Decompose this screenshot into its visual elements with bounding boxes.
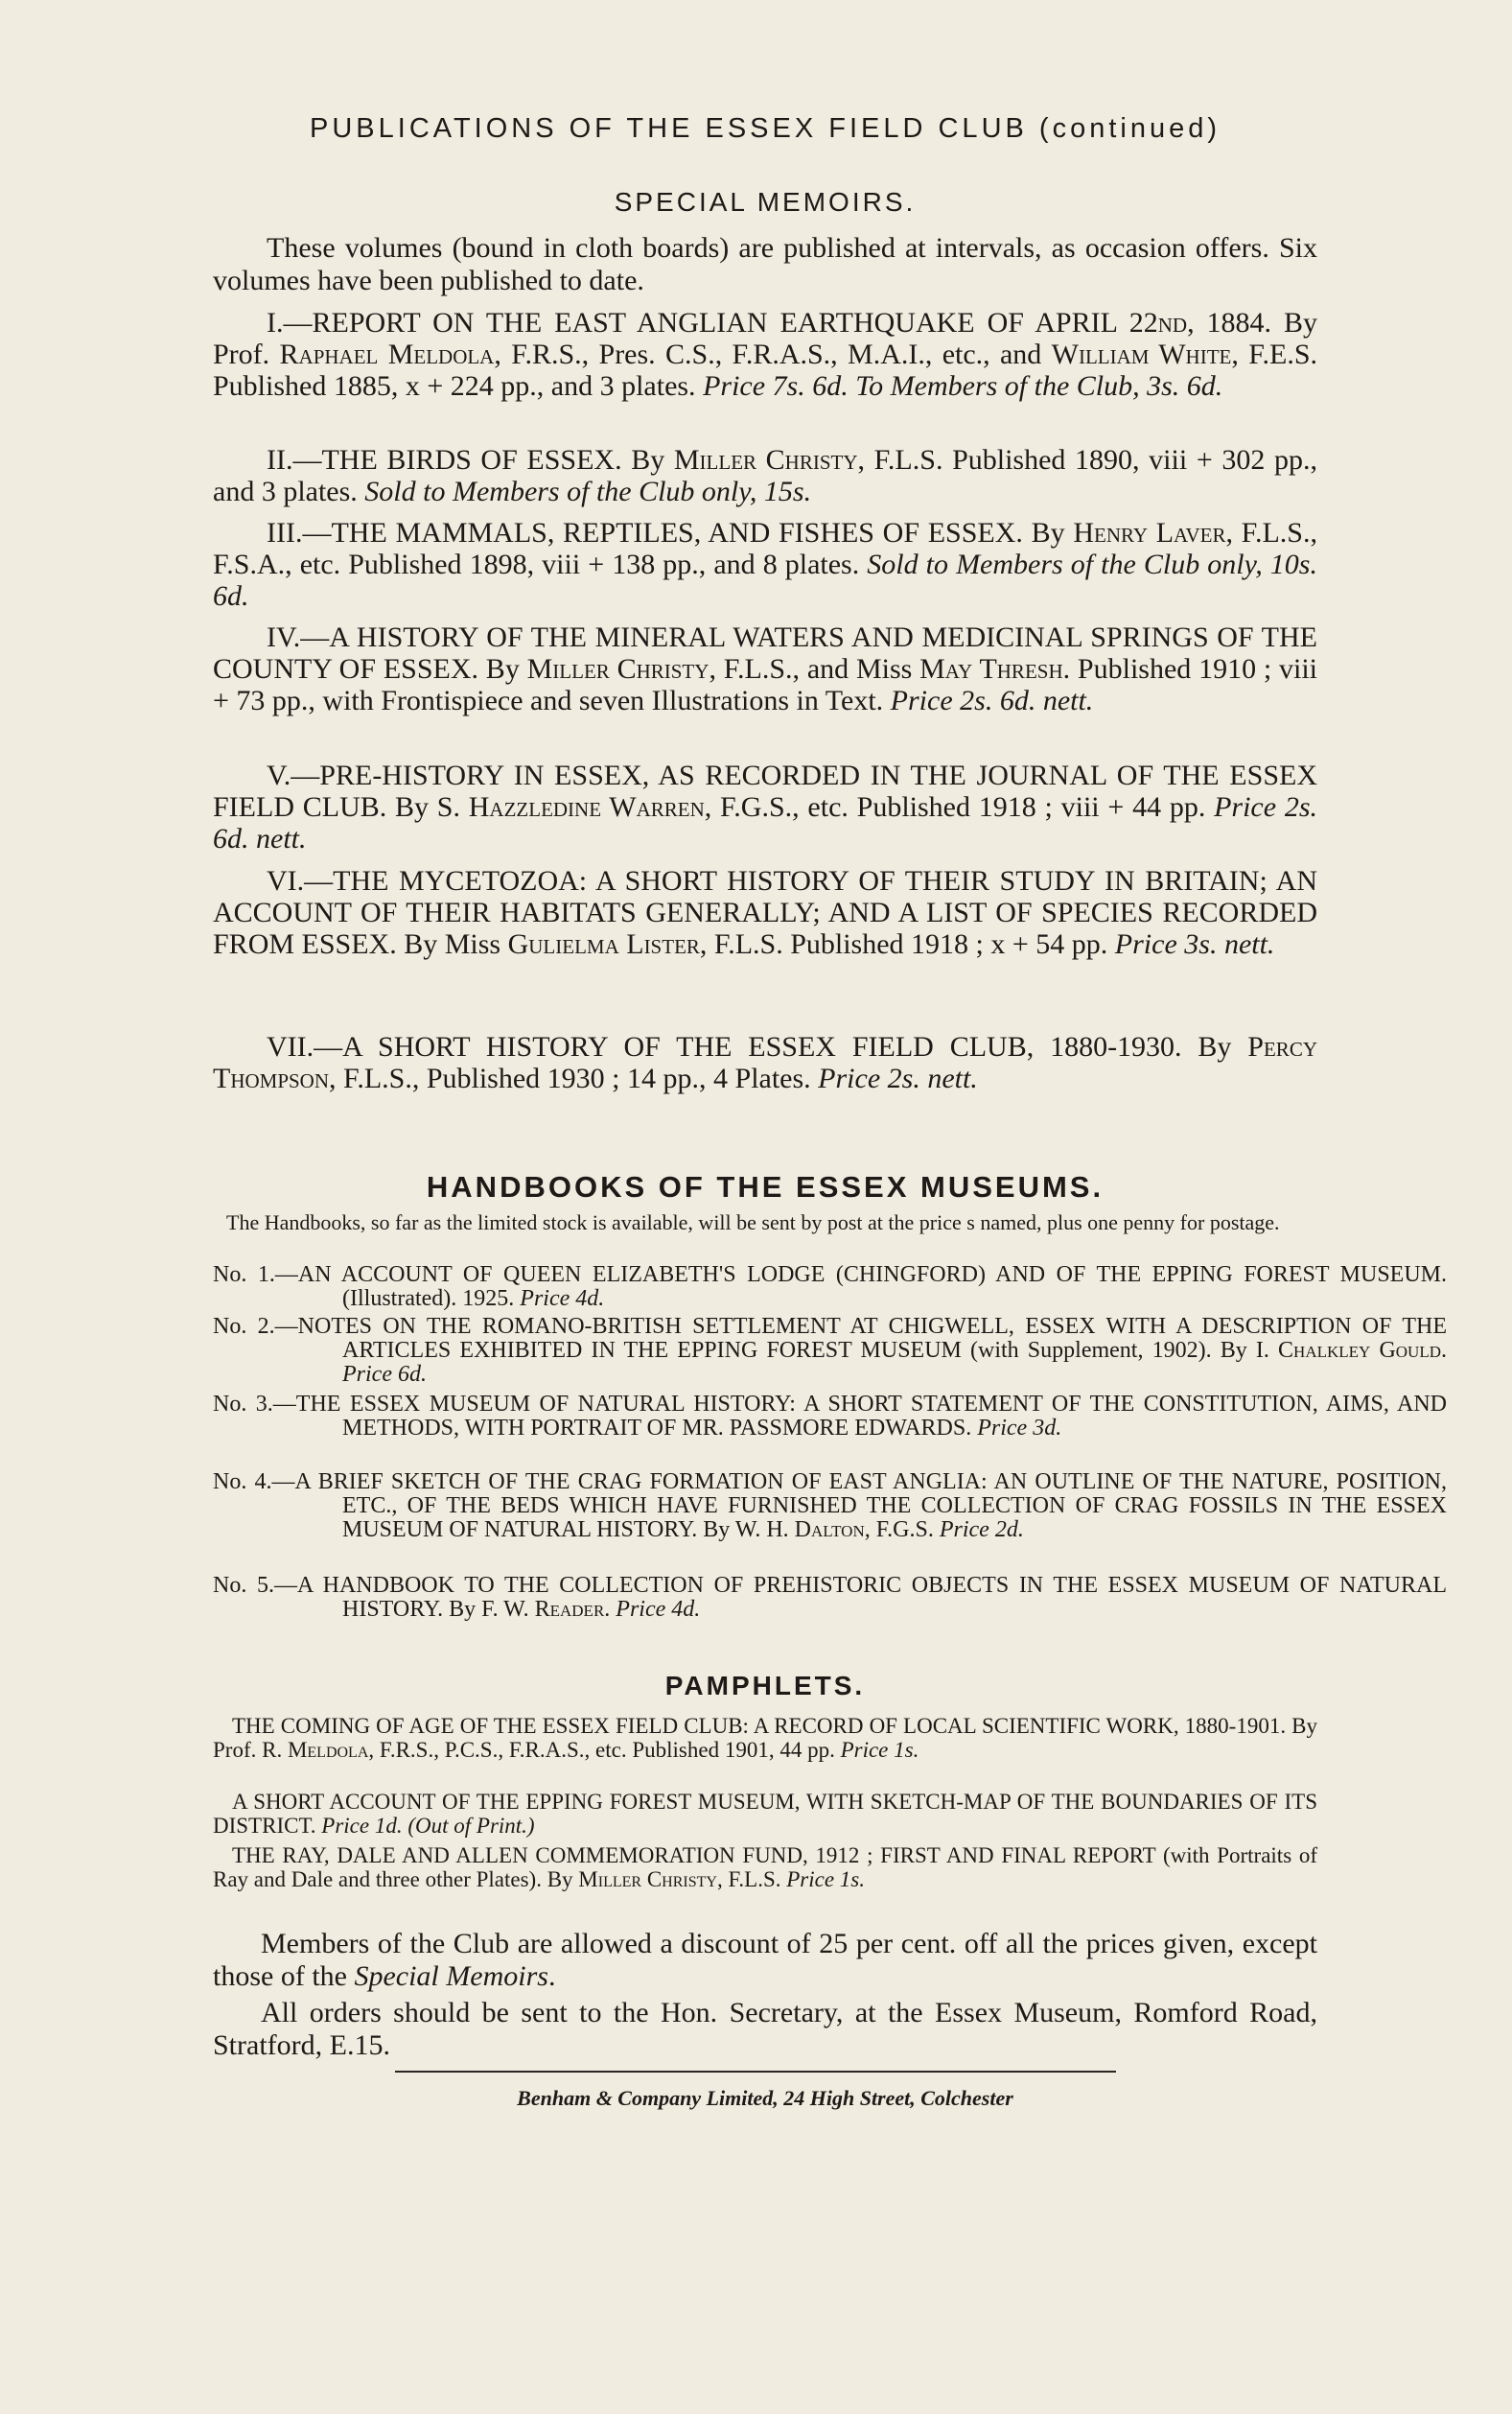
memoir-title: VI.—THE MYCETOZOA: A SHORT HISTORY OF THEIR STUDY IN BRITAIN; AN ACCOUNT OF THEIR HABITATS GENERALLY; AND A LIST OF SPECIES RECORDED FROM ESSEX. By Miss xyxy=(213,865,1317,960)
handbook-text: . xyxy=(604,1597,616,1622)
memoir-item xyxy=(213,444,1317,507)
special-memoirs-title: SPECIAL MEMOIRS. xyxy=(614,187,917,217)
memoir-author: Gulielma Lister xyxy=(507,928,700,960)
orders-note: All orders should be sent to the Hon. Secretary, at the Essex Museum, Romford Road, Stratford, E.15. xyxy=(213,1997,1317,2061)
handbooks-intro: The Handbooks, so far as the limited stock is available, will be sent by post at the price s named, plus one penny for postage. xyxy=(226,1210,1280,1234)
memoir-item xyxy=(213,621,1317,716)
handbooks-title: HANDBOOKS OF THE ESSEX MUSEUMS. xyxy=(426,1170,1105,1204)
memoir-price: Price 3s. nett. xyxy=(1114,928,1275,960)
memoir-author: Miller Christy xyxy=(526,653,709,685)
page-header: PUBLICATIONS OF THE ESSEX FIELD CLUB (continued) xyxy=(310,113,1221,144)
pamphlet-author: Miller Christy xyxy=(578,1867,717,1891)
memoir-price: Price 7s. 6d. To Members of the Club, 3s. 6d. xyxy=(703,370,1223,402)
handbook-item xyxy=(213,1393,1447,1441)
handbook-author: Reader xyxy=(534,1597,605,1622)
memoir-title: III.—THE MAMMALS, REPTILES, AND FISHES OF ESSEX. By xyxy=(267,517,1074,549)
memoir-title: II.—THE BIRDS OF ESSEX. By xyxy=(267,444,674,476)
pamphlet-text: A SHORT ACCOUNT OF THE EPPING FOREST MUSEUM, WITH SKETCH-MAP OF THE BOUNDARIES OF ITS DISTRICT. xyxy=(213,1790,1317,1838)
discount-special-memoirs: Special Memoirs xyxy=(354,1960,548,1992)
handbook-item xyxy=(213,1263,1447,1311)
memoir-text: , F.L.S., and Miss xyxy=(709,653,920,685)
memoir-price: Sold to Members of the Club only, 15s. xyxy=(364,476,812,507)
memoir-text: , F.E.S. Published 1885, x + 224 pp., and 3 plates. xyxy=(213,339,1318,402)
pamphlet-text: THE COMING OF AGE OF THE ESSEX FIELD CLUB: A RECORD OF LOCAL SCIENTIFIC WORK, 1880-1901. By Prof. R. xyxy=(213,1714,1317,1762)
handbook-price: Price 4d. xyxy=(616,1597,701,1622)
memoir-text: , F.L.S., Published 1930 ; 14 pp., 4 Plates. xyxy=(329,1063,819,1094)
pamphlet-text: THE RAY, DALE AND ALLEN COMMEMORATION FUND, 1912 ; FIRST AND FINAL REPORT (with Portraits of Ray and Dale and three other Plates). By xyxy=(213,1843,1317,1891)
memoir-text: . Published 1910 ; viii + 73 pp., with Frontispiece and seven Illustrations in Text. xyxy=(213,653,1318,716)
memoir-author: William White xyxy=(1051,339,1232,370)
memoir-item xyxy=(213,307,1317,402)
pamphlet-text: , F.L.S. xyxy=(716,1867,787,1891)
handbook-author: Chalkley Gould xyxy=(1278,1338,1441,1363)
handbook-text: No. 1.—AN ACCOUNT OF QUEEN ELIZABETH'S LODGE (CHINGFORD) AND OF THE EPPING FOREST MUSEUM. (Illustrated). 1925. xyxy=(213,1262,1447,1311)
memoir-text: , F.R.S., Pres. C.S., F.R.A.S., M.A.I., etc., and xyxy=(494,339,1052,370)
memoir-item xyxy=(213,760,1317,855)
discount-text: . xyxy=(547,1960,556,1992)
handbook-item xyxy=(213,1315,1447,1387)
discount-text: Members of the Club are allowed a discount of 25 per cent. off all the prices given, except those of the xyxy=(213,1928,1317,1992)
memoir-text: , F.L.S., F.S.A., etc. Published 1898, viii + 138 pp., and 8 plates. xyxy=(213,517,1317,580)
handbook-price: Price 4d. xyxy=(520,1286,605,1311)
memoir-author: Henry Laver xyxy=(1073,517,1226,549)
memoir-item xyxy=(213,1031,1317,1094)
handbook-text: , F.G.S. xyxy=(864,1517,940,1542)
footer-rule xyxy=(395,2071,1116,2073)
memoir-text: , 1884. By Prof. xyxy=(213,307,1317,370)
pamphlet-price: Price 1s. xyxy=(786,1867,866,1891)
memoir-text: , F.L.S. Published 1890, viii + 302 pp., and 3 plates. xyxy=(213,444,1318,507)
handbook-price: Price 2d. xyxy=(939,1517,1024,1542)
memoir-text: , F.G.S., etc. Published 1918 ; viii + 44 pp. xyxy=(704,791,1215,823)
handbook-item xyxy=(213,1470,1447,1542)
handbook-text: . xyxy=(1441,1338,1447,1363)
pamphlet-price: Price 1d. (Out of Print.) xyxy=(321,1814,535,1838)
handbook-price: Price 6d. xyxy=(342,1362,427,1387)
special-memoirs-intro: These volumes (bound in cloth boards) are published at intervals, as occasion offers. Six volumes have been published to date. xyxy=(213,232,1317,296)
pamphlet-price: Price 1s. xyxy=(840,1738,919,1762)
handbook-text: No. 4.—A BRIEF SKETCH OF THE CRAG FORMATION OF EAST ANGLIA: AN OUTLINE OF THE NATURE, POSITION, ETC., OF THE BEDS WHICH HAVE FURNISHED THE COLLECTION OF CRAG FOSSILS IN THE ESSEX MUSEUM OF NATURAL HISTORY. By W. H. xyxy=(213,1469,1447,1542)
memoir-title: V.—PRE-HISTORY IN ESSEX, AS RECORDED IN THE JOURNAL OF THE ESSEX FIELD CLUB. By S. xyxy=(213,760,1317,823)
printer-imprint: Benham & Company Limited, 24 High Street, Colchester xyxy=(517,2086,1013,2110)
pamphlet-item xyxy=(213,1843,1317,1891)
memoir-author: Miller Christy xyxy=(673,444,858,476)
memoir-price: Price 2s. 6d. nett. xyxy=(213,791,1317,855)
handbook-author: Dalton xyxy=(794,1517,865,1542)
memoir-price: Price 2s. nett. xyxy=(818,1063,978,1094)
memoir-price: Price 2s. 6d. nett. xyxy=(890,685,1094,716)
memoir-price: Sold to Members of the Club only, 10s. 6d. xyxy=(213,549,1317,612)
memoir-item xyxy=(213,517,1317,612)
handbook-text: No. 5.—A HANDBOOK TO THE COLLECTION OF PREHISTORIC OBJECTS IN THE ESSEX MUSEUM OF NATURAL HISTORY. By F. W. xyxy=(213,1573,1447,1622)
pamphlet-text: , F.R.S., P.C.S., F.R.A.S., etc. Published 1901, 44 pp. xyxy=(368,1738,841,1762)
handbook-price: Price 3d. xyxy=(977,1416,1062,1441)
pamphlet-item xyxy=(213,1714,1317,1762)
pamphlet-author: Meldola xyxy=(287,1738,369,1762)
memoir-title: VII.—A SHORT HISTORY OF THE ESSEX FIELD CLUB, 1880-1930. By xyxy=(267,1031,1248,1063)
memoir-date: 22nd xyxy=(1128,307,1188,339)
handbook-item xyxy=(213,1574,1447,1622)
handbook-text: No. 3.—THE ESSEX MUSEUM OF NATURAL HISTORY: A SHORT STATEMENT OF THE CONSTITUTION, AIMS, AND METHODS, WITH PORTRAIT OF MR. PASSMORE EDWARDS. xyxy=(213,1392,1447,1441)
memoir-title: I.—REPORT ON THE EAST ANGLIAN EARTHQUAKE OF APRIL xyxy=(267,307,1129,339)
pamphlet-item xyxy=(213,1790,1317,1838)
memoir-author: May Thresh xyxy=(919,653,1063,685)
handbook-text: No. 2.—NOTES ON THE ROMANO-BRITISH SETTLEMENT AT CHIGWELL, ESSEX WITH A DESCRIPTION OF THE ARTICLES EXHIBITED IN THE EPPING FOREST MUSEUM (with Supplement, 1902). By I. xyxy=(213,1314,1447,1363)
pamphlets-title: PAMPHLETS. xyxy=(664,1671,866,1700)
memoir-text: , F.L.S. Published 1918 ; x + 54 pp. xyxy=(699,928,1115,960)
memoir-author: Hazzledine Warren xyxy=(468,791,705,823)
memoir-author: Percy Thompson xyxy=(213,1031,1317,1094)
memoir-item xyxy=(213,865,1317,960)
discount-note xyxy=(213,1928,1317,1993)
memoir-author: Raphael Meldola xyxy=(279,339,495,370)
memoir-title: IV.—A HISTORY OF THE MINERAL WATERS AND MEDICINAL SPRINGS OF THE COUNTY OF ESSEX. By xyxy=(213,621,1317,685)
